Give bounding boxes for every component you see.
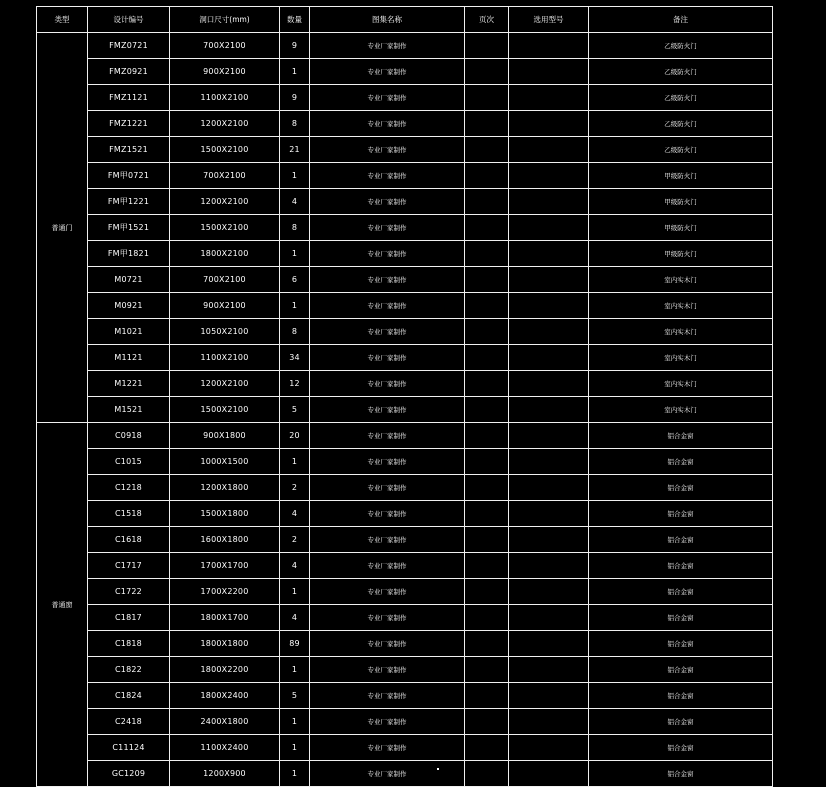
page-cell bbox=[465, 137, 509, 163]
table-row bbox=[37, 111, 773, 137]
model-cell bbox=[509, 319, 589, 345]
note-cell: 甲级防火门 bbox=[589, 241, 773, 267]
header-code: 设计编号 bbox=[88, 7, 170, 33]
table-row bbox=[37, 683, 773, 709]
code-cell: FM甲1221 bbox=[88, 189, 170, 215]
size-cell: 1500X2100 bbox=[170, 215, 280, 241]
model-cell bbox=[509, 423, 589, 449]
code-cell: FMZ1221 bbox=[88, 111, 170, 137]
qty-cell: 8 bbox=[280, 319, 310, 345]
page-cell bbox=[465, 319, 509, 345]
note-cell: 铝合金窗 bbox=[589, 709, 773, 735]
page-cell bbox=[465, 423, 509, 449]
size-cell: 1200X900 bbox=[170, 761, 280, 787]
qty-cell: 2 bbox=[280, 475, 310, 501]
note-cell: 甲级防火门 bbox=[589, 189, 773, 215]
code-cell: M1521 bbox=[88, 397, 170, 423]
page-cell bbox=[465, 163, 509, 189]
qty-cell: 34 bbox=[280, 345, 310, 371]
atlas-cell: 专业厂家制作 bbox=[310, 59, 465, 85]
qty-cell: 89 bbox=[280, 631, 310, 657]
model-cell bbox=[509, 111, 589, 137]
atlas-cell: 专业厂家制作 bbox=[310, 137, 465, 163]
table-row bbox=[37, 85, 773, 111]
page-cell bbox=[465, 735, 509, 761]
table-row bbox=[37, 735, 773, 761]
note-cell: 铝合金窗 bbox=[589, 631, 773, 657]
size-cell: 900X2100 bbox=[170, 59, 280, 85]
page-cell bbox=[465, 345, 509, 371]
model-cell bbox=[509, 85, 589, 111]
code-cell: C1722 bbox=[88, 579, 170, 605]
atlas-cell: 专业厂家制作 bbox=[310, 189, 465, 215]
size-cell: 1800X2200 bbox=[170, 657, 280, 683]
model-cell bbox=[509, 527, 589, 553]
schedule-body bbox=[37, 33, 773, 787]
page-cell bbox=[465, 475, 509, 501]
group-type-cell: 普通窗 bbox=[37, 423, 88, 787]
atlas-cell: 专业厂家制作 bbox=[310, 293, 465, 319]
size-cell: 1800X2100 bbox=[170, 241, 280, 267]
qty-cell: 1 bbox=[280, 449, 310, 475]
table-row bbox=[37, 709, 773, 735]
qty-cell: 6 bbox=[280, 267, 310, 293]
note-cell: 室内实木门 bbox=[589, 397, 773, 423]
model-cell bbox=[509, 397, 589, 423]
atlas-cell: 专业厂家制作 bbox=[310, 33, 465, 59]
qty-cell: 8 bbox=[280, 111, 310, 137]
page-cell bbox=[465, 241, 509, 267]
header-row bbox=[37, 7, 773, 33]
page-cell bbox=[465, 631, 509, 657]
code-cell: C1822 bbox=[88, 657, 170, 683]
header-model: 选用型号 bbox=[509, 7, 589, 33]
code-cell: M0721 bbox=[88, 267, 170, 293]
model-cell bbox=[509, 33, 589, 59]
table-row bbox=[37, 189, 773, 215]
model-cell bbox=[509, 267, 589, 293]
header-atlas: 图集名称 bbox=[310, 7, 465, 33]
atlas-cell: 专业厂家制作 bbox=[310, 397, 465, 423]
qty-cell: 8 bbox=[280, 215, 310, 241]
page-cell bbox=[465, 579, 509, 605]
atlas-cell: 专业厂家制作 bbox=[310, 683, 465, 709]
qty-cell: 1 bbox=[280, 293, 310, 319]
size-cell: 1200X2100 bbox=[170, 111, 280, 137]
code-cell: C1824 bbox=[88, 683, 170, 709]
model-cell bbox=[509, 163, 589, 189]
page-cell bbox=[465, 709, 509, 735]
page-cell bbox=[465, 111, 509, 137]
qty-cell: 1 bbox=[280, 163, 310, 189]
code-cell: M1021 bbox=[88, 319, 170, 345]
size-cell: 1500X1800 bbox=[170, 501, 280, 527]
model-cell bbox=[509, 449, 589, 475]
page-cell bbox=[465, 215, 509, 241]
table-row bbox=[37, 345, 773, 371]
size-cell: 1100X2400 bbox=[170, 735, 280, 761]
model-cell bbox=[509, 579, 589, 605]
table-row bbox=[37, 527, 773, 553]
atlas-cell: 专业厂家制作 bbox=[310, 527, 465, 553]
model-cell bbox=[509, 683, 589, 709]
note-cell: 甲级防火门 bbox=[589, 215, 773, 241]
page-cell bbox=[465, 501, 509, 527]
size-cell: 900X2100 bbox=[170, 293, 280, 319]
note-cell: 室内实木门 bbox=[589, 319, 773, 345]
code-cell: C1015 bbox=[88, 449, 170, 475]
qty-cell: 20 bbox=[280, 423, 310, 449]
code-cell: FMZ0721 bbox=[88, 33, 170, 59]
note-cell: 室内实木门 bbox=[589, 345, 773, 371]
size-cell: 1500X2100 bbox=[170, 397, 280, 423]
table-row bbox=[37, 631, 773, 657]
note-cell: 铝合金窗 bbox=[589, 735, 773, 761]
table-row bbox=[37, 293, 773, 319]
model-cell bbox=[509, 475, 589, 501]
note-cell: 铝合金窗 bbox=[589, 449, 773, 475]
qty-cell: 1 bbox=[280, 59, 310, 85]
qty-cell: 1 bbox=[280, 735, 310, 761]
qty-cell: 1 bbox=[280, 579, 310, 605]
code-cell: GC1209 bbox=[88, 761, 170, 787]
code-cell: M1221 bbox=[88, 371, 170, 397]
qty-cell: 4 bbox=[280, 501, 310, 527]
code-cell: C1618 bbox=[88, 527, 170, 553]
model-cell bbox=[509, 709, 589, 735]
page-cell bbox=[465, 33, 509, 59]
code-cell: C2418 bbox=[88, 709, 170, 735]
note-cell: 铝合金窗 bbox=[589, 527, 773, 553]
code-cell: C11124 bbox=[88, 735, 170, 761]
size-cell: 1100X2100 bbox=[170, 345, 280, 371]
table-row bbox=[37, 241, 773, 267]
atlas-cell: 专业厂家制作 bbox=[310, 85, 465, 111]
note-cell: 铝合金窗 bbox=[589, 761, 773, 787]
table-row bbox=[37, 475, 773, 501]
header-qty: 数量 bbox=[280, 7, 310, 33]
note-cell: 乙级防火门 bbox=[589, 111, 773, 137]
qty-cell: 1 bbox=[280, 241, 310, 267]
note-cell: 铝合金窗 bbox=[589, 423, 773, 449]
size-cell: 1600X1800 bbox=[170, 527, 280, 553]
page-cell bbox=[465, 371, 509, 397]
header-page: 页次 bbox=[465, 7, 509, 33]
code-cell: C1717 bbox=[88, 553, 170, 579]
table-row bbox=[37, 579, 773, 605]
qty-cell: 1 bbox=[280, 709, 310, 735]
atlas-cell: 专业厂家制作 bbox=[310, 553, 465, 579]
model-cell bbox=[509, 215, 589, 241]
atlas-cell: 专业厂家制作 bbox=[310, 605, 465, 631]
qty-cell: 1 bbox=[280, 657, 310, 683]
code-cell: C1518 bbox=[88, 501, 170, 527]
table-row bbox=[37, 371, 773, 397]
table-row bbox=[37, 553, 773, 579]
schedule-table bbox=[36, 6, 773, 787]
group-type-cell: 普通门 bbox=[37, 33, 88, 423]
code-cell: FM甲0721 bbox=[88, 163, 170, 189]
table-row bbox=[37, 215, 773, 241]
note-cell: 室内实木门 bbox=[589, 371, 773, 397]
atlas-cell: 专业厂家制作 bbox=[310, 215, 465, 241]
size-cell: 700X2100 bbox=[170, 33, 280, 59]
code-cell: M0921 bbox=[88, 293, 170, 319]
door-window-schedule bbox=[36, 6, 772, 778]
table-row bbox=[37, 267, 773, 293]
table-row bbox=[37, 33, 773, 59]
atlas-cell: 专业厂家制作 bbox=[310, 267, 465, 293]
code-cell: C1218 bbox=[88, 475, 170, 501]
size-cell: 700X2100 bbox=[170, 267, 280, 293]
page-cell bbox=[465, 683, 509, 709]
model-cell bbox=[509, 59, 589, 85]
table-row bbox=[37, 501, 773, 527]
note-cell: 铝合金窗 bbox=[589, 553, 773, 579]
model-cell bbox=[509, 631, 589, 657]
table-row bbox=[37, 163, 773, 189]
atlas-cell: 专业厂家制作 bbox=[310, 345, 465, 371]
model-cell bbox=[509, 371, 589, 397]
page-cell bbox=[465, 761, 509, 787]
model-cell bbox=[509, 735, 589, 761]
size-cell: 1800X1700 bbox=[170, 605, 280, 631]
model-cell bbox=[509, 189, 589, 215]
atlas-cell: 专业厂家制作 bbox=[310, 371, 465, 397]
model-cell bbox=[509, 761, 589, 787]
size-cell: 1700X1700 bbox=[170, 553, 280, 579]
atlas-cell: 专业厂家制作 bbox=[310, 449, 465, 475]
header-note: 备注 bbox=[589, 7, 773, 33]
page-cell bbox=[465, 85, 509, 111]
note-cell: 室内实木门 bbox=[589, 267, 773, 293]
note-cell: 乙级防火门 bbox=[589, 59, 773, 85]
header-size: 洞口尺寸(mm) bbox=[170, 7, 280, 33]
note-cell: 铝合金窗 bbox=[589, 501, 773, 527]
table-row bbox=[37, 59, 773, 85]
note-cell: 乙级防火门 bbox=[589, 33, 773, 59]
qty-cell: 9 bbox=[280, 33, 310, 59]
size-cell: 1800X2400 bbox=[170, 683, 280, 709]
model-cell bbox=[509, 501, 589, 527]
atlas-cell: 专业厂家制作 bbox=[310, 735, 465, 761]
code-cell: FMZ1121 bbox=[88, 85, 170, 111]
code-cell: C0918 bbox=[88, 423, 170, 449]
qty-cell: 4 bbox=[280, 189, 310, 215]
size-cell: 1200X1800 bbox=[170, 475, 280, 501]
model-cell bbox=[509, 345, 589, 371]
table-row bbox=[37, 423, 773, 449]
atlas-cell: 专业厂家制作 bbox=[310, 631, 465, 657]
page-cell bbox=[465, 553, 509, 579]
qty-cell: 5 bbox=[280, 397, 310, 423]
table-row bbox=[37, 319, 773, 345]
atlas-cell: 专业厂家制作 bbox=[310, 163, 465, 189]
model-cell bbox=[509, 553, 589, 579]
table-row bbox=[37, 761, 773, 787]
qty-cell: 1 bbox=[280, 761, 310, 787]
page-cell bbox=[465, 397, 509, 423]
model-cell bbox=[509, 657, 589, 683]
page-cell bbox=[465, 59, 509, 85]
size-cell: 1800X1800 bbox=[170, 631, 280, 657]
qty-cell: 5 bbox=[280, 683, 310, 709]
note-cell: 铝合金窗 bbox=[589, 683, 773, 709]
qty-cell: 4 bbox=[280, 553, 310, 579]
table-row bbox=[37, 449, 773, 475]
size-cell: 1100X2100 bbox=[170, 85, 280, 111]
page-cell bbox=[465, 657, 509, 683]
model-cell bbox=[509, 241, 589, 267]
size-cell: 1200X2100 bbox=[170, 189, 280, 215]
atlas-cell: 专业厂家制作 bbox=[310, 761, 465, 787]
atlas-cell: 专业厂家制作 bbox=[310, 319, 465, 345]
note-cell: 铝合金窗 bbox=[589, 605, 773, 631]
qty-cell: 9 bbox=[280, 85, 310, 111]
code-cell: FM甲1821 bbox=[88, 241, 170, 267]
atlas-cell: 专业厂家制作 bbox=[310, 579, 465, 605]
table-row bbox=[37, 605, 773, 631]
atlas-cell: 专业厂家制作 bbox=[310, 501, 465, 527]
qty-cell: 4 bbox=[280, 605, 310, 631]
code-cell: FM甲1521 bbox=[88, 215, 170, 241]
atlas-cell: 专业厂家制作 bbox=[310, 423, 465, 449]
code-cell: FMZ1521 bbox=[88, 137, 170, 163]
code-cell: FMZ0921 bbox=[88, 59, 170, 85]
table-row bbox=[37, 137, 773, 163]
qty-cell: 2 bbox=[280, 527, 310, 553]
size-cell: 900X1800 bbox=[170, 423, 280, 449]
page-cell bbox=[465, 267, 509, 293]
atlas-cell: 专业厂家制作 bbox=[310, 657, 465, 683]
note-cell: 铝合金窗 bbox=[589, 579, 773, 605]
note-cell: 室内实木门 bbox=[589, 293, 773, 319]
model-cell bbox=[509, 137, 589, 163]
code-cell: C1818 bbox=[88, 631, 170, 657]
atlas-cell: 专业厂家制作 bbox=[310, 709, 465, 735]
atlas-cell: 专业厂家制作 bbox=[310, 111, 465, 137]
page-cell bbox=[465, 189, 509, 215]
qty-cell: 21 bbox=[280, 137, 310, 163]
note-cell: 甲级防火门 bbox=[589, 163, 773, 189]
table-row bbox=[37, 397, 773, 423]
size-cell: 1200X2100 bbox=[170, 371, 280, 397]
note-cell: 乙级防火门 bbox=[589, 137, 773, 163]
note-cell: 铝合金窗 bbox=[589, 475, 773, 501]
table-row bbox=[37, 657, 773, 683]
code-cell: M1121 bbox=[88, 345, 170, 371]
qty-cell: 12 bbox=[280, 371, 310, 397]
note-cell: 乙级防火门 bbox=[589, 85, 773, 111]
size-cell: 1050X2100 bbox=[170, 319, 280, 345]
page-cell bbox=[465, 527, 509, 553]
stray-dot bbox=[437, 768, 439, 770]
atlas-cell: 专业厂家制作 bbox=[310, 241, 465, 267]
model-cell bbox=[509, 605, 589, 631]
page-cell bbox=[465, 293, 509, 319]
size-cell: 1700X2200 bbox=[170, 579, 280, 605]
page-cell bbox=[465, 449, 509, 475]
size-cell: 2400X1800 bbox=[170, 709, 280, 735]
size-cell: 1500X2100 bbox=[170, 137, 280, 163]
atlas-cell: 专业厂家制作 bbox=[310, 475, 465, 501]
model-cell bbox=[509, 293, 589, 319]
size-cell: 700X2100 bbox=[170, 163, 280, 189]
header-type: 类型 bbox=[37, 7, 88, 33]
code-cell: C1817 bbox=[88, 605, 170, 631]
note-cell: 铝合金窗 bbox=[589, 657, 773, 683]
page-cell bbox=[465, 605, 509, 631]
size-cell: 1000X1500 bbox=[170, 449, 280, 475]
